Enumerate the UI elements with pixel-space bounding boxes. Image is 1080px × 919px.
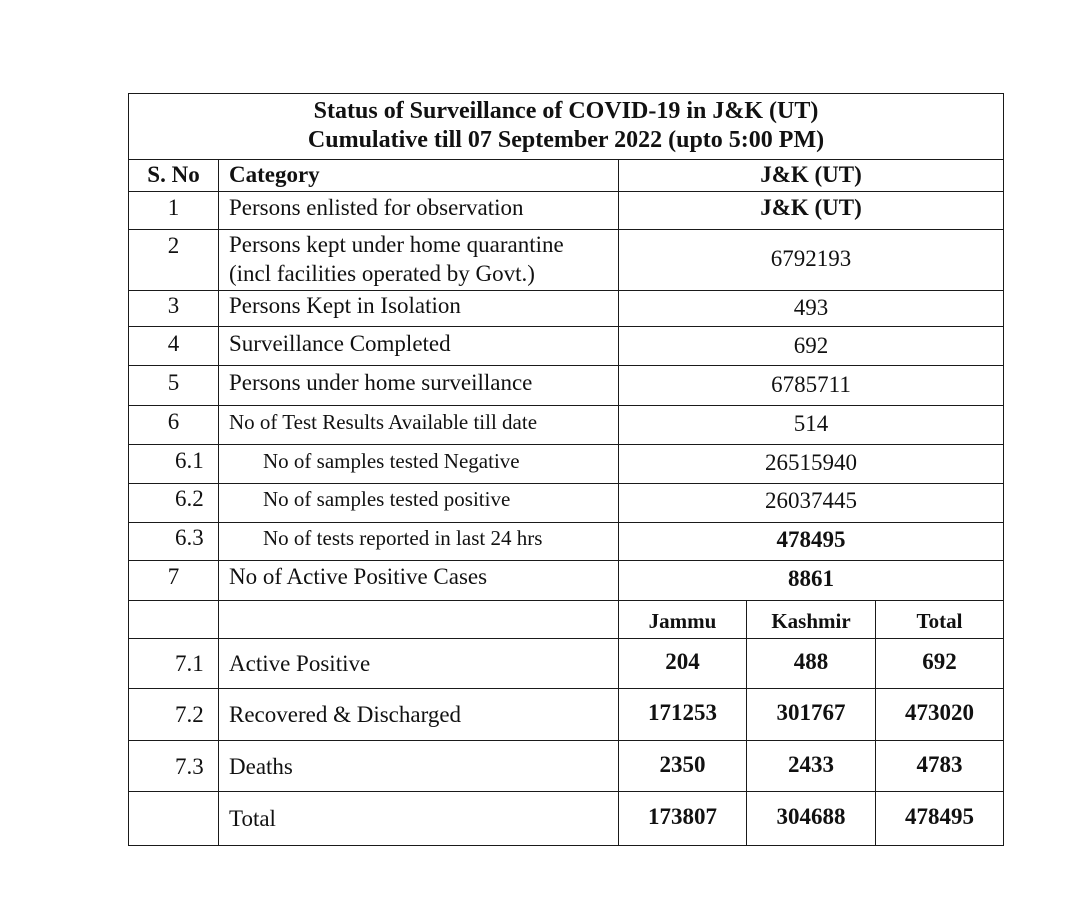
split-row-sno: 7.2 xyxy=(175,702,204,727)
row-value: 6785711 xyxy=(771,372,851,397)
rule xyxy=(218,159,219,846)
split-row-kashmir: 488 xyxy=(793,649,829,674)
row-value: 26037445 xyxy=(765,488,857,513)
row-sno: 6.2 xyxy=(175,486,204,511)
split-row-kashmir: 304688 xyxy=(776,804,846,829)
rule xyxy=(129,688,1003,689)
split-row-total: 473020 xyxy=(905,700,974,725)
row-sno: 7 xyxy=(167,564,180,589)
rule xyxy=(129,405,1003,406)
rule xyxy=(129,600,1003,601)
row-category: No of samples tested Negative xyxy=(263,449,520,473)
row-value: 692 xyxy=(793,333,829,358)
rule xyxy=(129,191,1003,192)
row-category: No of Test Results Available till date xyxy=(229,410,538,434)
rule xyxy=(129,229,1003,230)
split-row-sno: 7.3 xyxy=(175,754,204,779)
split-row-total: 4783 xyxy=(916,752,963,777)
row-category: No of Active Positive Cases xyxy=(229,564,488,589)
split-row-sno: 7.1 xyxy=(175,651,204,676)
row-category: Surveillance Completed xyxy=(229,331,451,356)
split-row-kashmir: 301767 xyxy=(776,700,846,725)
split-header-total: Total xyxy=(916,609,963,633)
row-category-line-2: (incl facilities operated by Govt.) xyxy=(229,261,535,286)
row-category-line-1: Persons kept under home quarantine xyxy=(229,232,564,257)
row-value: 26515940 xyxy=(765,450,857,475)
row-value: 514 xyxy=(793,411,829,436)
rule xyxy=(129,159,1003,160)
header-category: Category xyxy=(229,162,320,187)
rule xyxy=(129,290,1003,291)
title-line-2: Cumulative till 07 September 2022 (upto 5:00 PM) xyxy=(307,127,825,153)
row-sno: 2 xyxy=(167,233,180,258)
rule xyxy=(129,365,1003,366)
rule xyxy=(129,560,1003,561)
split-header-jammu: Jammu xyxy=(648,609,717,633)
row-category: Persons under home surveillance xyxy=(229,370,533,395)
row-sno: 5 xyxy=(167,370,180,395)
split-row-total: 692 xyxy=(922,649,957,674)
title-line-1: Status of Surveillance of COVID-19 in J&K (UT) xyxy=(313,98,819,124)
split-row-category: Active Positive xyxy=(229,651,371,676)
row-value: J&K (UT) xyxy=(760,195,862,220)
row-sno: 4 xyxy=(167,331,180,356)
split-row-jammu: 2350 xyxy=(659,752,706,777)
header-region: J&K (UT) xyxy=(760,162,862,187)
row-value: 478495 xyxy=(776,527,846,552)
table-title xyxy=(129,94,1003,159)
split-header-kashmir: Kashmir xyxy=(771,609,851,633)
row-category: Persons Kept in Isolation xyxy=(229,293,461,318)
row-category: Persons enlisted for observation xyxy=(229,195,524,220)
split-row-category: Deaths xyxy=(229,754,293,779)
row-value: 6792193 xyxy=(770,246,852,271)
header-sno: S. No xyxy=(147,162,200,187)
row-value: 8861 xyxy=(788,566,834,591)
split-row-total: 478495 xyxy=(905,804,974,829)
split-row-category: Recovered & Discharged xyxy=(229,702,462,727)
split-row-jammu: 204 xyxy=(665,649,700,674)
row-category: No of tests reported in last 24 hrs xyxy=(263,526,543,550)
row-sno: 1 xyxy=(167,195,180,220)
row-sno: 6 xyxy=(167,409,180,434)
split-row-jammu: 173807 xyxy=(648,804,717,829)
rule xyxy=(129,483,1003,484)
row-sno: 6.3 xyxy=(175,525,204,550)
row-sno: 3 xyxy=(167,293,180,318)
rule xyxy=(129,740,1003,741)
split-row-jammu: 171253 xyxy=(648,700,717,725)
covid-surveillance-table xyxy=(128,93,1004,846)
split-row-kashmir: 2433 xyxy=(788,752,834,777)
row-value: 493 xyxy=(793,295,829,320)
rule xyxy=(129,326,1003,327)
rule xyxy=(129,638,1003,639)
rule xyxy=(129,522,1003,523)
row-category: No of samples tested positive xyxy=(263,487,511,511)
rule xyxy=(129,444,1003,445)
row-sno-text: 6.1 xyxy=(175,448,204,473)
split-row-category: Total xyxy=(229,806,276,831)
rule xyxy=(129,791,1003,792)
